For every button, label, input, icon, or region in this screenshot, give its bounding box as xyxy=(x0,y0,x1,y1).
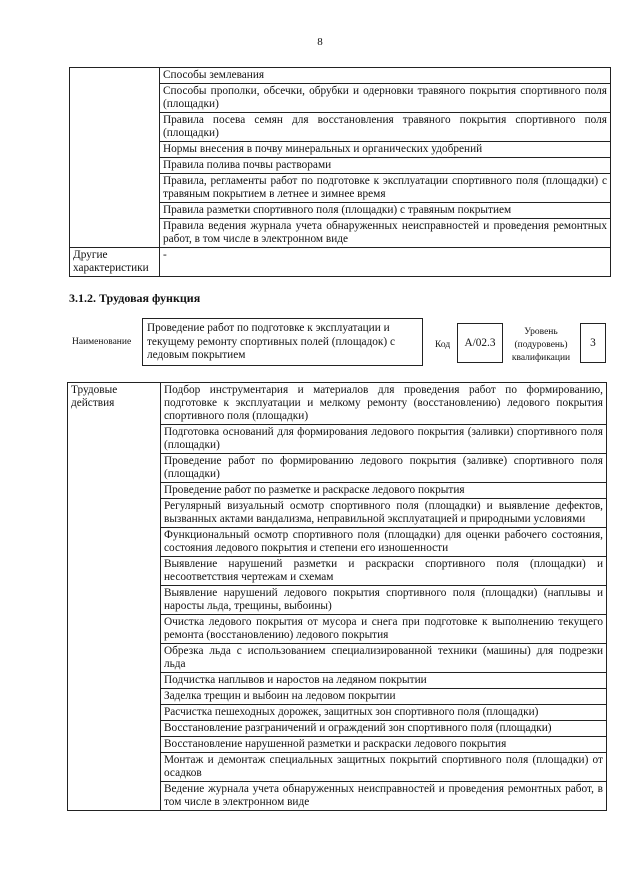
page-number: 8 xyxy=(317,36,323,48)
empty-label-cell xyxy=(70,68,160,248)
table-cell: Монтаж и демонтаж специальных защитных покрытий спортивного поля (площадки) от осадков xyxy=(161,753,607,782)
table-cell: Восстановление разграничений и ограждений зон спортивного поля (площадки) xyxy=(161,721,607,737)
table-cell: Проведение работ по формированию ледового покрытия (заливке) спортивного поля (площадки) xyxy=(161,454,607,483)
table-cell: Подбор инструментария и материалов для проведения работ по формированию, подготовке к эксплуатации и мелкому ремонту (восстановлению) ледового покрытия спортивного поля (площадки) xyxy=(161,383,607,425)
level-label: Уровень (подуровень) квалификации xyxy=(511,327,571,363)
table-cell: Ведение журнала учета обнаруженных неисправностей и проведения ремонтных работ, в том числе в электронном виде xyxy=(161,782,607,811)
table-cell: Выявление нарушений разметки и раскраски спортивного поля (площадки) и несоответствия чертежам и схемам xyxy=(161,557,607,586)
labor-actions-label: Трудовые действия xyxy=(68,383,161,811)
other-characteristics-label: Другие характеристики xyxy=(70,248,160,277)
table-cell: Правила разметки спортивного поля (площадки) с травяным покрытием xyxy=(160,203,611,219)
table-cell: Правила ведения журнала учета обнаруженных неисправностей и проведения ремонтных работ, в том числе в электронном виде xyxy=(160,219,611,248)
table-cell: Правила, регламенты работ по подготовке к эксплуатации спортивного поля (площадки) с травяным покрытием в летнее и зимнее время xyxy=(160,174,611,203)
table-cell: Способы прополки, обсечки, обрубки и одерновки травяного покрытия спортивного поля (площадки) xyxy=(160,84,611,113)
name-label: Наименование xyxy=(72,337,132,347)
table-cell: Расчистка пешеходных дорожек, защитных зон спортивного поля (площадки) xyxy=(161,705,607,721)
table-row xyxy=(68,383,607,425)
table-cell: Обрезка льда с использованием специализированной техники (машины) для подрезки льда xyxy=(161,644,607,673)
level-value-box: 3 xyxy=(580,323,606,363)
table-cell: Проведение работ по разметке и раскраске ледового покрытия xyxy=(161,483,607,499)
table-cell: Правила полива почвы растворами xyxy=(160,158,611,174)
other-characteristics-value: - xyxy=(160,248,611,277)
table-cell: Заделка трещин и выбоин на ледовом покрытии xyxy=(161,689,607,705)
table-cell: Восстановление нарушенной разметки и раскраски ледового покрытия xyxy=(161,737,607,753)
table-cell: Подготовка оснований для формирования ледового покрытия (заливки) спортивного поля (площадки) xyxy=(161,425,607,454)
labor-actions-table xyxy=(67,382,607,811)
table-cell: Очистка ледового покрытия от мусора и снега при подготовке к выполнению текущего ремонта (восстановлению) ледового покрытия xyxy=(161,615,607,644)
table-cell: Функциональный осмотр спортивного поля (площадки) для оценки рабочего состояния, состояния ледового покрытия и степени его изношенности xyxy=(161,528,607,557)
knowledge-table-continued xyxy=(69,67,611,277)
table-cell: Регулярный визуальный осмотр спортивного поля (площадки) и выявление дефектов, вызванных актами вандализма, неправильной эксплуатацией и природными условиями xyxy=(161,499,607,528)
table-row xyxy=(70,248,611,277)
code-label: Код xyxy=(435,340,451,350)
table-cell: Способы землевания xyxy=(160,68,611,84)
table-cell: Выявление нарушений ледового покрытия спортивного поля (площадки) (наплывы и наросты льда, трещины, выбоины) xyxy=(161,586,607,615)
function-name-box: Проведение работ по подготовке к эксплуатации и текущему ремонту спортивных полей (площадок) с ледовым покрытием xyxy=(142,318,423,366)
table-row xyxy=(70,68,611,84)
table-cell: Подчистка наплывов и наростов на ледяном покрытии xyxy=(161,673,607,689)
table-cell: Нормы внесения в почву минеральных и органических удобрений xyxy=(160,142,611,158)
code-value-box: A/02.3 xyxy=(457,323,503,363)
section-title: 3.1.2. Трудовая функция xyxy=(69,291,201,305)
table-cell: Правила посева семян для восстановления травяного покрытия спортивного поля (площадки) xyxy=(160,113,611,142)
